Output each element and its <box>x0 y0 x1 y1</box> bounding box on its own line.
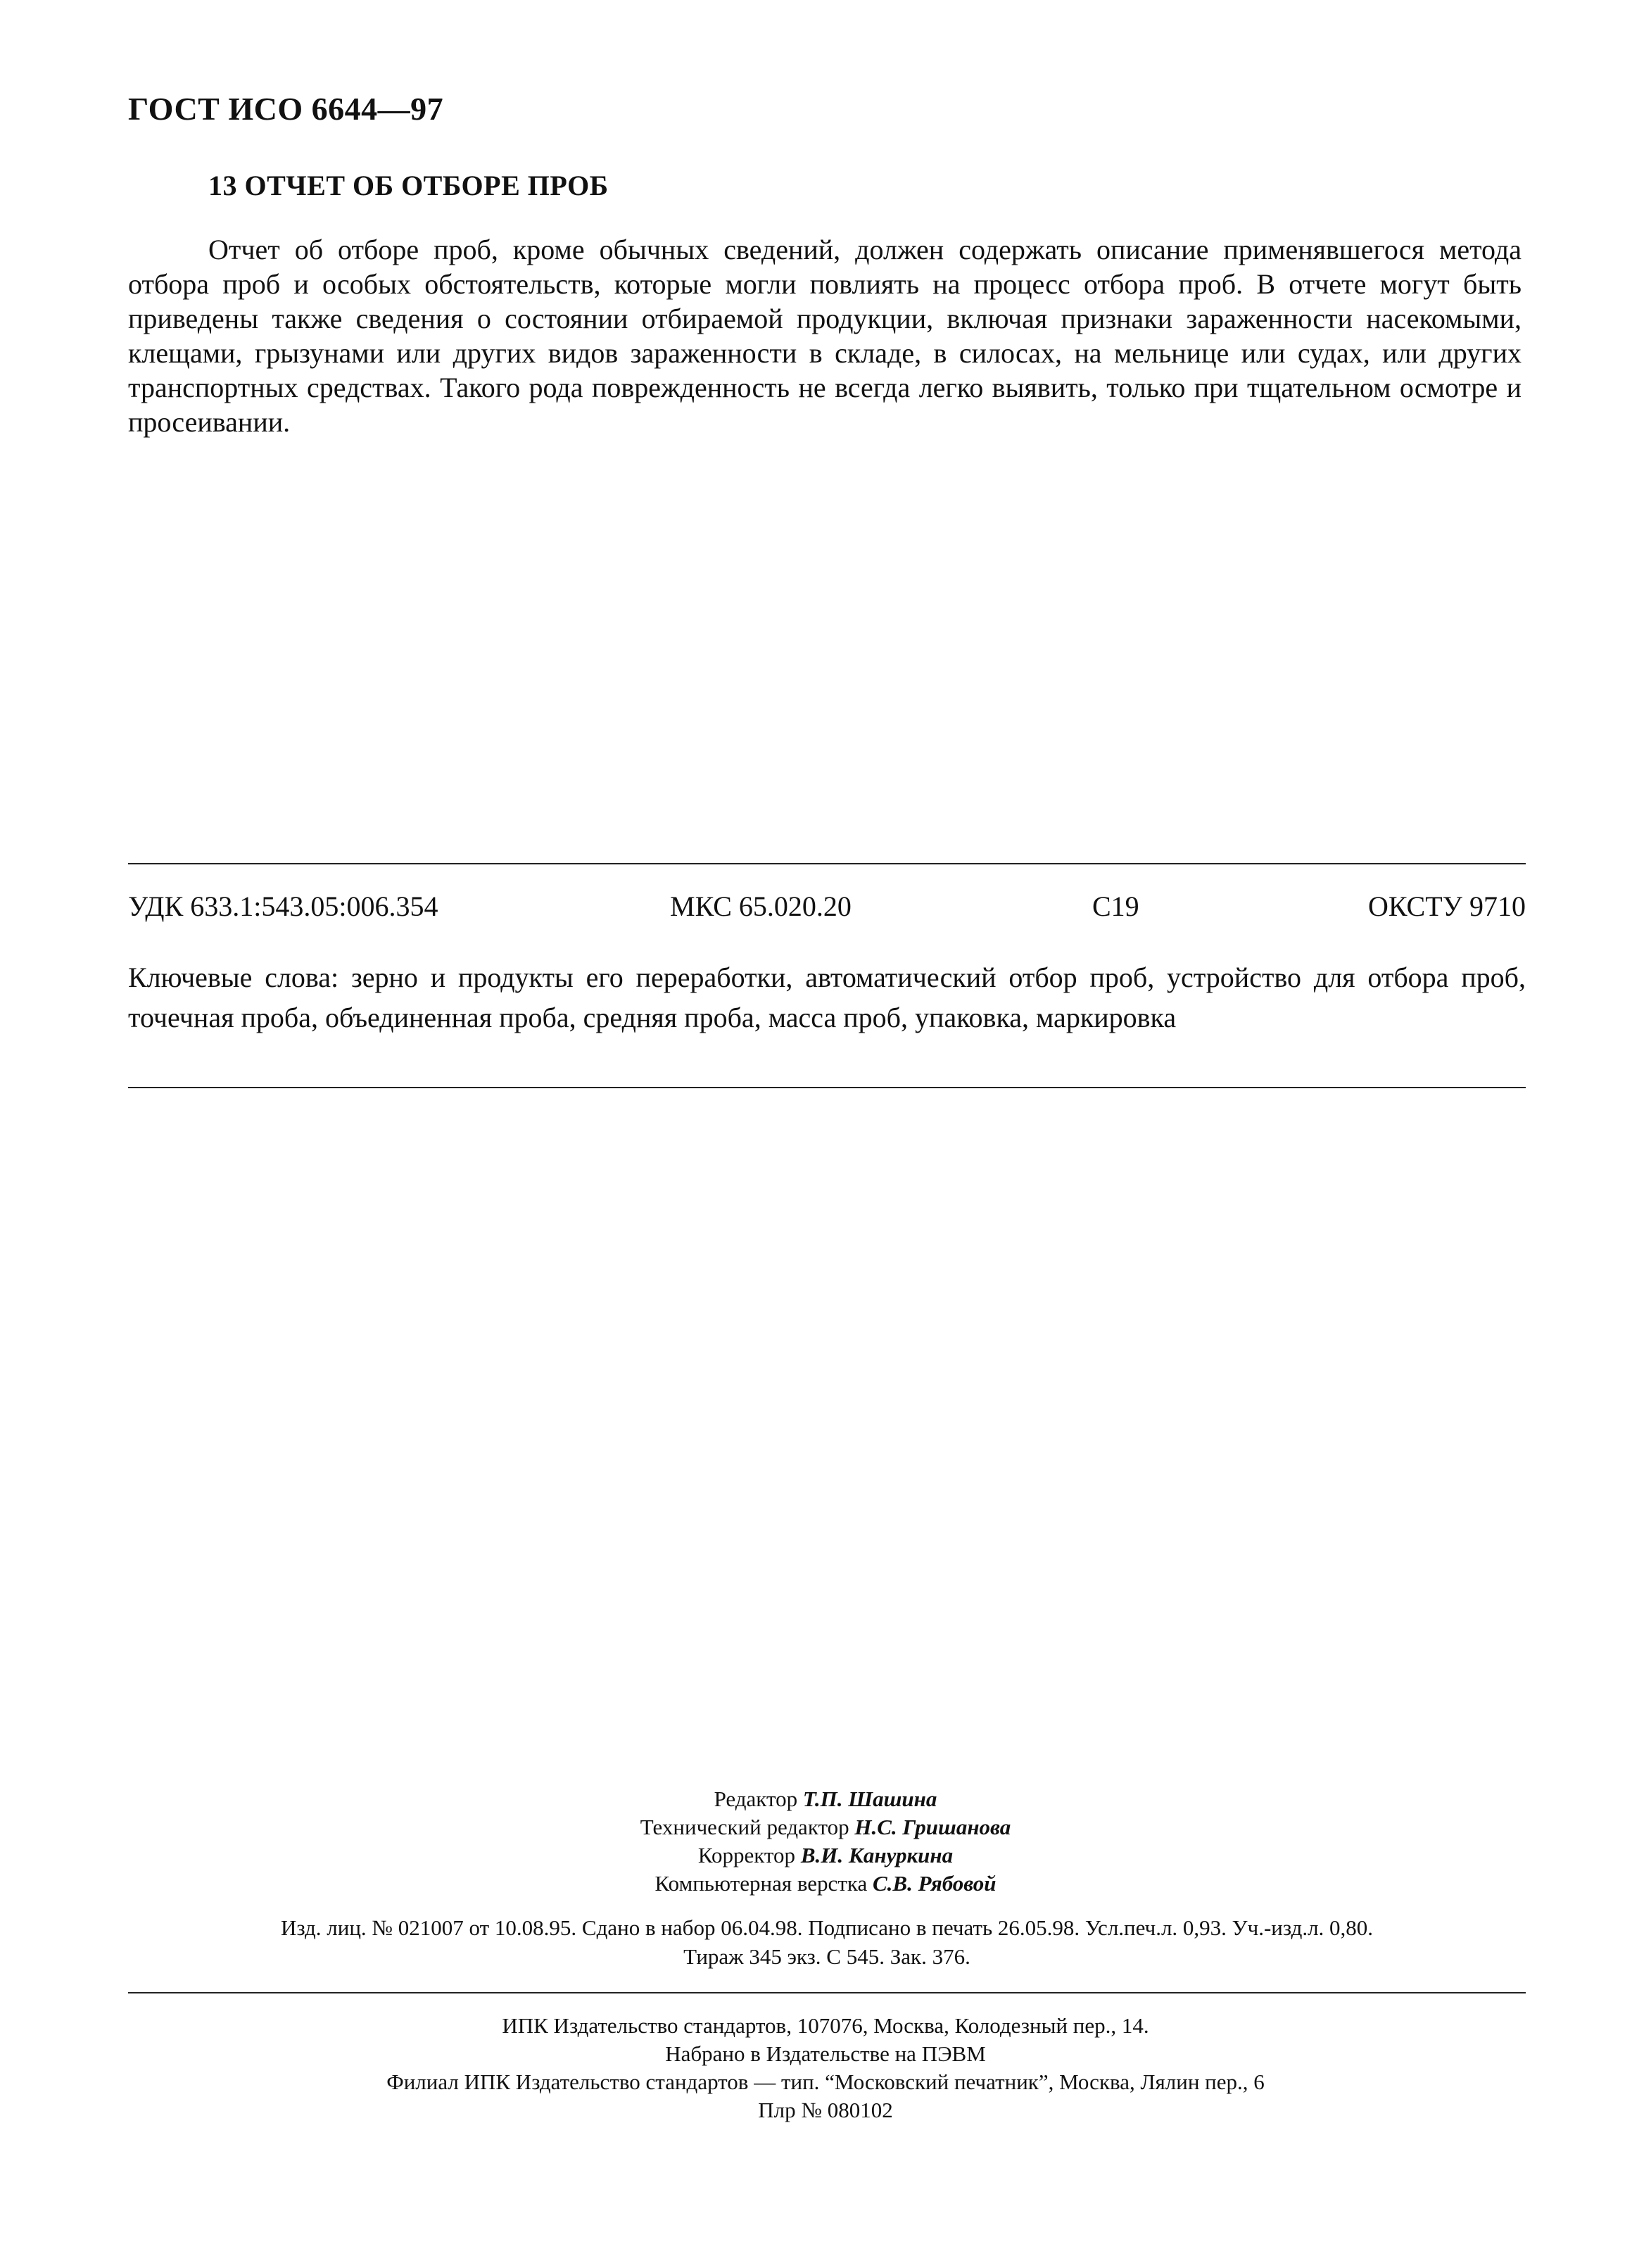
credit-role: Корректор <box>697 1843 796 1867</box>
divider-middle <box>128 1087 1526 1088</box>
okstu-code: ОКСТУ 9710 <box>1367 890 1526 922</box>
page-header: ГОСТ ИСО 6644—97 <box>128 91 444 127</box>
credit-name: С.В. Рябовой <box>872 1871 997 1896</box>
branch-line: Филиал ИПК Издательство стандартов — тип. “Московский печатник”, Москва, Лялин пер., 6 <box>386 2069 1265 2094</box>
group-code: С19 <box>1092 890 1139 922</box>
print-info <box>128 1913 1526 1971</box>
credits <box>0 1785 1651 1898</box>
credit-proofreader <box>0 1841 1651 1870</box>
section-body: Отчет об отборе проб, кроме обычных сведений, должен содержать описание применявшегося метода отбора проб и особых обстоятельств, которые могли повлиять на процесс отбора проб. В отчете могут быть приведены также сведения о состоянии отбираемой продукции, включая признаки зараженности насекомыми, клещами, грызунами или других видов зараженности в складе, в силосах, на мельнице или судах, или других транспортных средствах. Такого рода поврежденность не всегда легко выявить, только при тщательном осмотре и просеивании. <box>128 234 1522 438</box>
credit-role: Технический редактор <box>640 1815 849 1839</box>
typesetting-line: Набрано в Издательстве на ПЭВМ <box>665 2041 986 2066</box>
credit-name: Т.П. Шашина <box>802 1787 937 1811</box>
publisher-info <box>0 2012 1651 2124</box>
keywords: Ключевые слова: зерно и продукты его переработки, автоматический отбор проб, устройство для отбора проб, точечная проба, объединенная проба, средняя проба, масса проб, упаковка, маркировка <box>128 962 1526 1033</box>
divider-bottom <box>128 1992 1526 1993</box>
udk-code: УДК 633.1:543.05:006.354 <box>128 890 438 922</box>
publisher-line: ИПК Издательство стандартов, 107076, Москва, Колодезный пер., 14. <box>502 2013 1149 2038</box>
divider-top <box>128 863 1526 864</box>
print-info-line: Изд. лиц. № 021007 от 10.08.95. Сдано в набор 06.04.98. Подписано в печать 26.05.98. Усл.печ.л. 0,93. Уч.-изд.л. 0,80. <box>280 1915 1374 1940</box>
credit-role: Компьютерная верстка <box>654 1871 868 1896</box>
print-run-line: Тираж 345 экз. С 545. Зак. 376. <box>683 1944 970 1969</box>
credit-layout <box>0 1870 1651 1898</box>
license-line: Плр № 080102 <box>758 2098 893 2122</box>
credit-name: В.И. Кануркина <box>800 1843 954 1867</box>
credit-name: Н.С. Гришанова <box>854 1815 1011 1839</box>
mks-code: МКС 65.020.20 <box>670 890 852 922</box>
credit-role: Редактор <box>714 1787 798 1811</box>
credit-editor <box>0 1785 1651 1813</box>
credit-technical-editor <box>0 1813 1651 1841</box>
section-title: 13 ОТЧЕТ ОБ ОТБОРЕ ПРОБ <box>208 170 609 201</box>
